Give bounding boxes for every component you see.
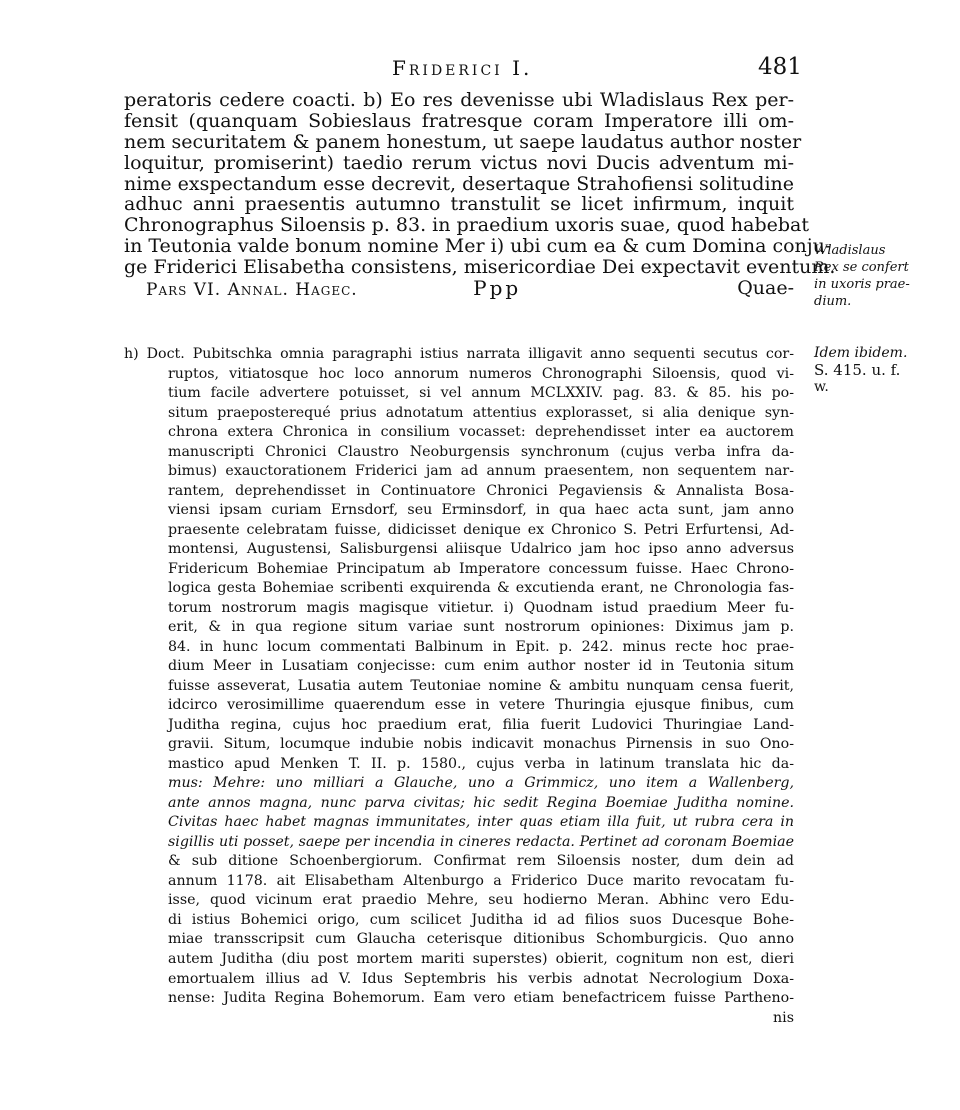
- margin-note-line: in uxoris prae-: [814, 277, 910, 292]
- main-text-block: [124, 89, 836, 301]
- footnote-line: logica gesta Bohemiae scribenti exquirenda & excutienda erant, ne Chronologia fas-: [168, 580, 794, 597]
- main-text-line: ge Friderici Elisabetha consistens, misericordiae Dei expectavit eventum.: [124, 256, 836, 279]
- main-text-line: Chronographus Siloensis p. 83. in praedium uxoris suae, quod habebat: [124, 214, 809, 237]
- main-text-line: loquitur, promiserint) taedio rerum victus novi Ducis adventum mi-: [124, 151, 794, 174]
- main-text-line: fensit (quanquam Sobieslaus fratresque coram Imperatore illi om-: [124, 109, 794, 132]
- running-header: [0, 52, 960, 92]
- footnote-line: Juditha regina, cujus hoc praedium erat, filia fuerit Ludovici Thuringiae Land-: [168, 716, 794, 733]
- footnote-line: nense: Judita Regina Bohemorum. Eam vero etiam benefactricem fuisse Partheno-: [168, 990, 794, 1007]
- footnote-line: idcirco verosimillime quaerendum esse in vetere Thuringia ejusque finibus, cum: [168, 697, 794, 714]
- footnote-line: fuisse asseverat, Lusatia autem Teutoniae nomine & ambitu nunquam censa fuerit,: [168, 677, 794, 694]
- footnote-line: 84. in hunc locum commentati Balbinum in Epit. p. 242. minus recte hoc prae-: [168, 638, 794, 655]
- footnote-line: viensi ipsam curiam Ernsdorf, seu Erminsdorf, in qua haec acta sunt, jam anno: [168, 502, 794, 519]
- margin-note-line: Rex se confert: [814, 260, 909, 275]
- footnotes-block: [124, 345, 794, 1028]
- footnote-line: manuscripti Chronici Claustro Neoburgensis synchronum (cujus verba infra da-: [168, 443, 794, 460]
- footnote-line: miae transscripsit cum Glaucha ceterisque ditionibus Schomburgicis. Quo anno: [168, 931, 794, 948]
- running-title: Friderici I.: [392, 56, 533, 80]
- footnote-line: di istius Bohemici origo, cum scilicet Juditha id ad filios suos Ducesque Bohe-: [168, 911, 794, 928]
- margin-note-idem: [814, 345, 954, 396]
- footnote-line: gravii. Situm, locumque indubie nobis indicavit monachus Pirnensis in suo Ono-: [168, 736, 794, 753]
- catchline: [124, 278, 794, 299]
- footnote-line: praesente celebratam fuisse, didicisset denique ex Chronico S. Petri Erfurtensi, Ad-: [168, 521, 794, 538]
- catchword: Quae-: [737, 277, 794, 300]
- main-text-line: in Teutonia valde bonum nomine Mer i) ubi cum ea & cum Domina conju-: [124, 235, 832, 258]
- footnote-line: Fridericum Bohemiae Principatum ab Imperatore concessum fuisse. Haec Chrono-: [168, 560, 794, 577]
- footnote-line: & sub ditione Schoenbergiorum. Confirmat rem Siloensis noster, dum dein ad: [168, 853, 794, 870]
- footnote-line: bimus) exauctorationem Friderici jam ad annum praesentem, non sequentem nar-: [168, 463, 794, 480]
- margin-note-wladislaus: [814, 242, 954, 310]
- page-number: 481: [758, 54, 802, 80]
- main-text-line: nem securitatem & panem honestum, ut saepe laudatus author noster: [124, 130, 802, 153]
- margin-note-line: dium.: [814, 294, 852, 309]
- footnote-line: mus: Mehre: uno milliari a Glauche, uno a Grimmicz, uno item a Wallenberg,: [168, 775, 794, 792]
- main-text-line: adhuc anni praesentis autumno transtulit se licet infirmum, inquit: [124, 193, 794, 216]
- footnote-line: ante annos magna, nunc parva civitas; hic sedit Regina Boemiae Juditha nomine.: [168, 794, 794, 811]
- margin-note-line: S. 415. u. f.: [814, 361, 901, 379]
- footnote-line: emortualem illius ad V. Idus Septembris his verbis adnotat Necrologium Doxa-: [168, 970, 794, 987]
- footnote-line: Civitas haec habet magnas immunitates, inter quas etiam illa fuit, ut rubra cera in: [168, 814, 794, 831]
- main-text-line: nime exspectandum esse decrevit, desertaque Strahofiensi solitudine: [124, 172, 794, 195]
- footnote-line: isse, quod vicinum erat praedio Mehre, seu hodierno Meran. Abhinc vero Edu-: [168, 892, 794, 909]
- footnote-catchword: nis: [773, 1009, 794, 1026]
- footnote-line: montensi, Augustensi, Salisburgensi aliisque Udalrico jam hoc ipso anno adversus: [168, 541, 794, 558]
- footnote-line: mastico apud Menken T. II. p. 1580., cujus verba in latinum translata hic da-: [168, 755, 794, 772]
- footnote-line: ruptos, vitiatosque hoc loco annorum numeros Chronographi Siloensis, quod vi-: [168, 365, 794, 382]
- footnote-line: erit, & in qua regione situm variae sunt nostrorum opiniones: Diximus jam p.: [168, 619, 794, 636]
- footnote-line: annum 1178. ait Elisabetham Altenburgo a Friderico Duce marito revocatam fu-: [168, 872, 794, 889]
- footnote-line: h) Doct. Pubitschka omnia paragraphi istius narrata illigavit anno sequenti secutus cor-: [124, 346, 794, 362]
- footnote-line: situm praeposterequé prius adnotatum attentius explorasset, si alia denique syn-: [168, 404, 794, 421]
- margin-note-line: Idem ibidem.: [814, 345, 908, 361]
- footnote-line: autem Juditha (diu post mortem mariti superstes) obierit, cognitum non est, dieri: [168, 950, 794, 967]
- footnote-line: chrona extera Chronica in consilium vocasset: deprehendisset inter ea auctorem: [168, 424, 794, 441]
- footnote-line: dium Meer in Lusatiam conjecisse: cum enim author noster id in Teutonia situm: [168, 658, 794, 675]
- main-text-line: peratoris cedere coacti. b) Eo res devenisse ubi Wladislaus Rex per-: [124, 89, 794, 111]
- footnote-line: torum nostrorum magis magisque vitietur. i) Quodnam istud praedium Meer fu-: [168, 599, 794, 616]
- margin-note-line: Wladislaus: [814, 243, 886, 258]
- footnote-line: sigillis uti posset, saepe per incendia in cineres redacta. Pertinet ad coronam Boemiae: [168, 833, 794, 850]
- footnote-line: tium facile advertere potuisset, si vel annum MCLXXIV. pag. 83. & 85. his po-: [168, 385, 794, 402]
- sheet-mark: Ppp: [473, 276, 522, 301]
- margin-note-line: w.: [814, 379, 829, 395]
- signature-mark: Pars VI. Annal. Hagec.: [146, 280, 358, 301]
- footnote-line: rantem, deprehendisset in Continuatore Chronici Pegaviensis & Annalista Bosa-: [168, 482, 794, 499]
